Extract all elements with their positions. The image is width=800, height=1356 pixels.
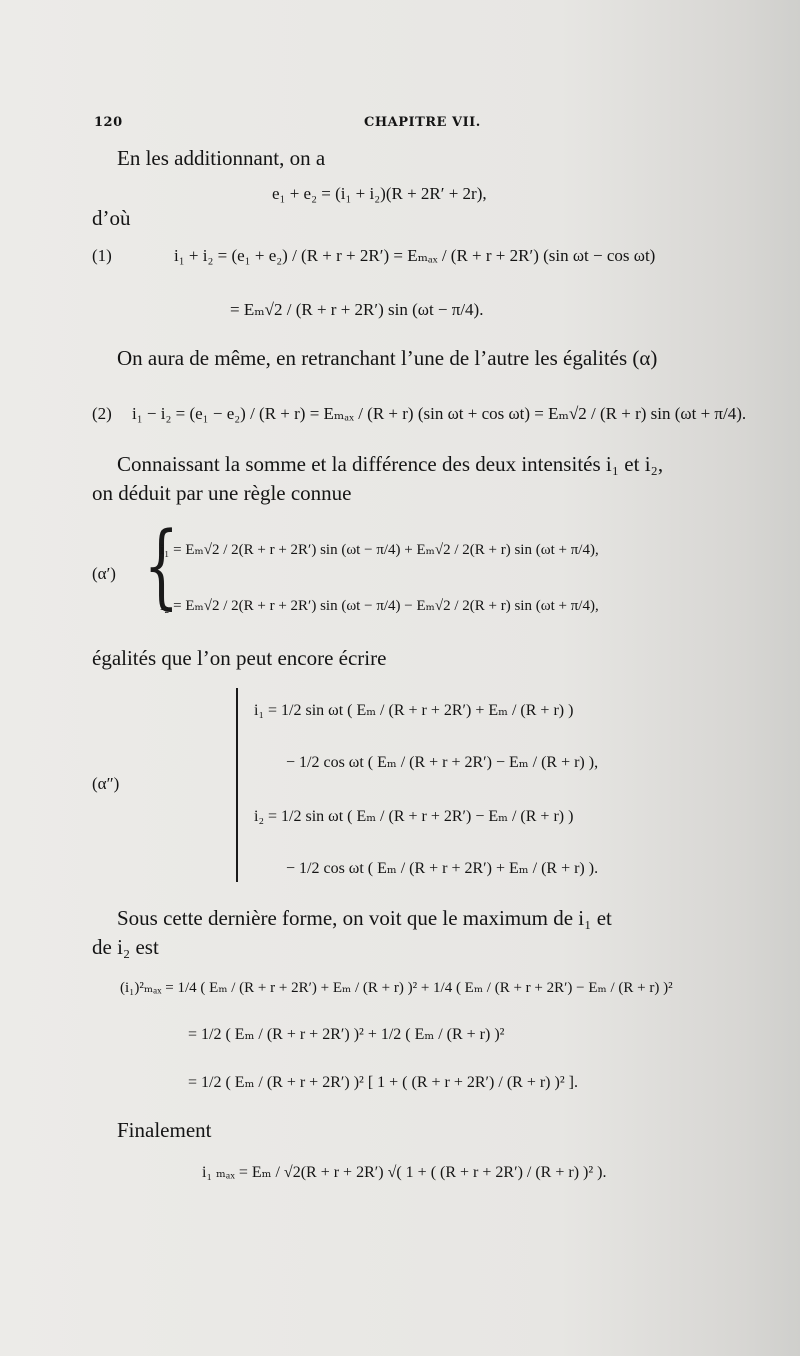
- equation: i₁ + i₂ = (e₁ + e₂) / (R + r + 2R′) = Eₘₐₓ / (R + r + 2R′) (sin ωt − cos ωt): [174, 246, 656, 265]
- left-brace: {: [143, 512, 179, 619]
- paragraph: égalités que l’on peut encore écrire: [92, 646, 387, 670]
- paragraph: on déduit par une règle connue: [92, 481, 352, 505]
- paragraph: Connaissant la somme et la différence des deux intensités i₁ et i₂,: [117, 452, 664, 476]
- equation: = 1/2 ( Eₘ / (R + r + 2R′) )² + 1/2 ( Eₘ / (R + r) )²: [188, 1026, 505, 1043]
- paragraph: Sous cette dernière forme, on voit que le maximum de i₁ et: [117, 906, 612, 930]
- paragraph: On aura de même, en retranchant l’une de l’autre les égalités (α): [117, 346, 658, 370]
- equation-number: (α′): [92, 564, 116, 583]
- equation: e₁ + e₂ = (i₁ + i₂)(R + 2R′ + 2r),: [272, 184, 487, 203]
- equation: i₁ = 1/2 sin ωt ( Eₘ / (R + r + 2R′) + Eₘ / (R + r) ): [254, 702, 574, 719]
- paragraph: Finalement: [117, 1118, 212, 1142]
- equation: − 1/2 cos ωt ( Eₘ / (R + r + 2R′) + Eₘ / (R + r) ).: [286, 860, 599, 877]
- equation: (i₁)²ₘₐₓ = 1/4 ( Eₘ / (R + r + 2R′) + Eₘ / (R + r) )² + 1/4 ( Eₘ / (R + r + 2R′) − Eₘ / (R + r) )²: [120, 980, 673, 996]
- equation: − 1/2 cos ωt ( Eₘ / (R + r + 2R′) − Eₘ / (R + r) ),: [286, 754, 599, 771]
- equation-number: (1): [92, 246, 112, 265]
- equation: = Eₘ√2 / (R + r + 2R′) sin (ωt − π/4).: [230, 300, 484, 319]
- chapter-heading: CHAPITRE VII.: [364, 115, 481, 130]
- equation: = 1/2 ( Eₘ / (R + r + 2R′) )² [ 1 + ( (R + r + 2R′) / (R + r) )² ].: [188, 1074, 578, 1091]
- equation-number: (2): [92, 404, 112, 423]
- left-bracket: [236, 688, 238, 882]
- equation: i₂ = Eₘ√2 / 2(R + r + 2R′) sin (ωt − π/4) − Eₘ√2 / 2(R + r) sin (ωt + π/4),: [160, 598, 599, 614]
- equation: i₁ = Eₘ√2 / 2(R + r + 2R′) sin (ωt − π/4) + Eₘ√2 / 2(R + r) sin (ωt + π/4),: [160, 542, 599, 558]
- paragraph: En les additionnant, on a: [117, 146, 326, 170]
- equation: i₁ − i₂ = (e₁ − e₂) / (R + r) = Eₘₐₓ / (R + r) (sin ωt + cos ωt) = Eₘ√2 / (R + r) sin (ωt + π/4).: [132, 404, 747, 423]
- equation: i₁ ₘₐₓ = Eₘ / √2(R + r + 2R′) √( 1 + ( (R + r + 2R′) / (R + r) )² ).: [202, 1164, 607, 1181]
- equation: i₂ = 1/2 sin ωt ( Eₘ / (R + r + 2R′) − Eₘ / (R + r) ): [254, 808, 574, 825]
- paragraph: de i₂ est: [92, 935, 159, 959]
- equation-number: (α″): [92, 774, 120, 793]
- page-number: 120: [94, 115, 123, 130]
- paragraph: d’où: [92, 206, 131, 230]
